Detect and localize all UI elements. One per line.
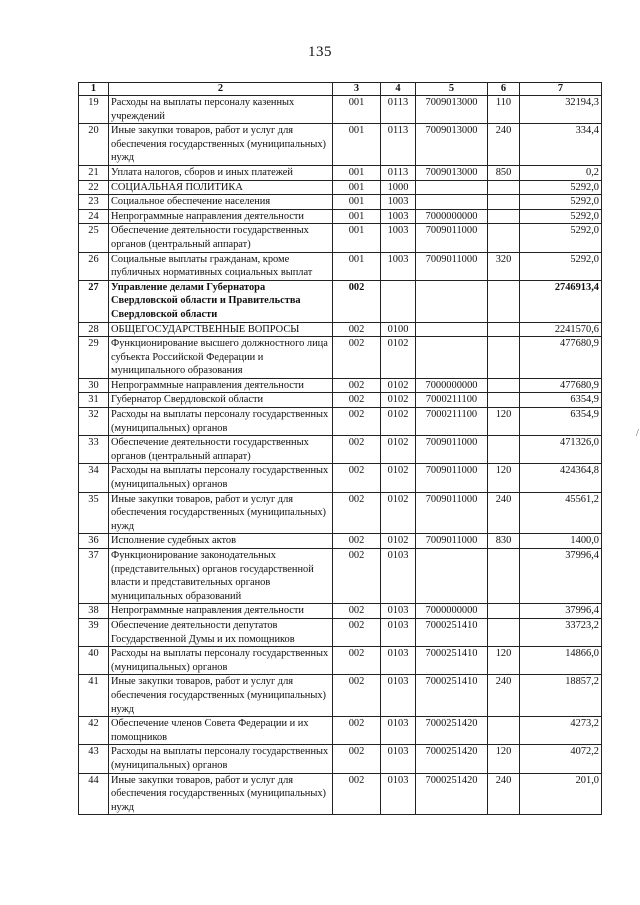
row-amount: 18857,2 bbox=[520, 675, 602, 717]
row-section-code: 0102 bbox=[381, 436, 416, 464]
row-section-code: 0103 bbox=[381, 675, 416, 717]
row-number: 27 bbox=[79, 280, 109, 322]
row-amount: 37996,4 bbox=[520, 604, 602, 619]
row-name: Обеспечение членов Совета Федерации и их помощников bbox=[109, 717, 333, 745]
row-admin-code: 001 bbox=[333, 96, 381, 124]
row-section-code: 0102 bbox=[381, 393, 416, 408]
row-section-code: 0102 bbox=[381, 408, 416, 436]
row-amount: 1400,0 bbox=[520, 534, 602, 549]
row-amount: 2241570,6 bbox=[520, 322, 602, 337]
header-col-7: 7 bbox=[520, 83, 602, 96]
row-name: Непрограммные направления деятельности bbox=[109, 378, 333, 393]
row-name: Губернатор Свердловской области bbox=[109, 393, 333, 408]
row-expense-type: 120 bbox=[488, 647, 520, 675]
row-admin-code: 001 bbox=[333, 165, 381, 180]
table-body bbox=[79, 96, 602, 815]
row-number: 37 bbox=[79, 549, 109, 604]
row-number: 31 bbox=[79, 393, 109, 408]
row-section-code: 0102 bbox=[381, 534, 416, 549]
row-target-code: 7009013000 bbox=[416, 96, 488, 124]
page-number: 135 bbox=[308, 44, 332, 60]
row-expense-type: 830 bbox=[488, 534, 520, 549]
row-number: 38 bbox=[79, 604, 109, 619]
row-section-code: 0103 bbox=[381, 717, 416, 745]
row-number: 35 bbox=[79, 492, 109, 534]
row-name: ОБЩЕГОСУДАРСТВЕННЫЕ ВОПРОСЫ bbox=[109, 322, 333, 337]
row-target-code: 7009013000 bbox=[416, 165, 488, 180]
row-name: Уплата налогов, сборов и иных платежей bbox=[109, 165, 333, 180]
header-col-5: 5 bbox=[416, 83, 488, 96]
table-row bbox=[79, 378, 602, 393]
row-target-code: 7000251420 bbox=[416, 717, 488, 745]
table-row bbox=[79, 464, 602, 492]
row-admin-code: 001 bbox=[333, 209, 381, 224]
header-col-4: 4 bbox=[381, 83, 416, 96]
row-number: 43 bbox=[79, 745, 109, 773]
row-name: Социальные выплаты гражданам, кроме публичных нормативных социальных выплат bbox=[109, 252, 333, 280]
row-expense-type: 120 bbox=[488, 408, 520, 436]
row-number: 44 bbox=[79, 773, 109, 815]
row-amount: 201,0 bbox=[520, 773, 602, 815]
row-amount: 0,2 bbox=[520, 165, 602, 180]
row-admin-code: 001 bbox=[333, 124, 381, 166]
row-admin-code: 002 bbox=[333, 773, 381, 815]
row-name: Иные закупки товаров, работ и услуг для обеспечения государственных (муниципальных) нужд bbox=[109, 124, 333, 166]
header-col-6: 6 bbox=[488, 83, 520, 96]
row-name: СОЦИАЛЬНАЯ ПОЛИТИКА bbox=[109, 180, 333, 195]
row-amount: 5292,0 bbox=[520, 180, 602, 195]
row-target-code: 7000000000 bbox=[416, 378, 488, 393]
row-name: Исполнение судебных актов bbox=[109, 534, 333, 549]
row-expense-type bbox=[488, 618, 520, 646]
row-expense-type bbox=[488, 378, 520, 393]
row-expense-type bbox=[488, 195, 520, 210]
row-target-code: 7009011000 bbox=[416, 534, 488, 549]
row-target-code: 7000251410 bbox=[416, 647, 488, 675]
row-name: Управление делами Губернатора Свердловской области и Правительства Свердловской области bbox=[109, 280, 333, 322]
table-row bbox=[79, 252, 602, 280]
row-target-code: 7000211100 bbox=[416, 393, 488, 408]
row-name: Функционирование законодательных (представительных) органов государственной власти и представительных органов муниципальных образований bbox=[109, 549, 333, 604]
row-name: Обеспечение деятельности депутатов Государственной Думы и их помощников bbox=[109, 618, 333, 646]
row-number: 34 bbox=[79, 464, 109, 492]
row-expense-type: 120 bbox=[488, 464, 520, 492]
row-number: 30 bbox=[79, 378, 109, 393]
row-number: 39 bbox=[79, 618, 109, 646]
header-col-2: 2 bbox=[109, 83, 333, 96]
row-section-code: 0102 bbox=[381, 464, 416, 492]
table-row bbox=[79, 393, 602, 408]
row-expense-type: 320 bbox=[488, 252, 520, 280]
row-target-code: 7000211100 bbox=[416, 408, 488, 436]
row-expense-type: 110 bbox=[488, 96, 520, 124]
row-admin-code: 002 bbox=[333, 393, 381, 408]
row-target-code: 7009011000 bbox=[416, 252, 488, 280]
row-expense-type bbox=[488, 604, 520, 619]
row-name: Расходы на выплаты персоналу государственных (муниципальных) органов bbox=[109, 745, 333, 773]
row-expense-type: 850 bbox=[488, 165, 520, 180]
header-col-1: 1 bbox=[79, 83, 109, 96]
row-number: 36 bbox=[79, 534, 109, 549]
table-row bbox=[79, 717, 602, 745]
row-expense-type: 120 bbox=[488, 745, 520, 773]
row-number: 23 bbox=[79, 195, 109, 210]
row-expense-type bbox=[488, 209, 520, 224]
row-section-code: 0102 bbox=[381, 378, 416, 393]
row-section-code: 0103 bbox=[381, 618, 416, 646]
row-section-code: 0103 bbox=[381, 647, 416, 675]
table-row bbox=[79, 549, 602, 604]
table-row bbox=[79, 492, 602, 534]
row-number: 40 bbox=[79, 647, 109, 675]
header-row bbox=[79, 83, 602, 96]
row-name: Социальное обеспечение населения bbox=[109, 195, 333, 210]
row-name: Расходы на выплаты персоналу государственных (муниципальных) органов bbox=[109, 464, 333, 492]
row-target-code bbox=[416, 322, 488, 337]
row-amount: 14866,0 bbox=[520, 647, 602, 675]
row-amount: 334,4 bbox=[520, 124, 602, 166]
row-admin-code: 002 bbox=[333, 337, 381, 379]
table-row bbox=[79, 195, 602, 210]
row-admin-code: 002 bbox=[333, 492, 381, 534]
row-admin-code: 002 bbox=[333, 408, 381, 436]
row-expense-type: 240 bbox=[488, 124, 520, 166]
row-admin-code: 001 bbox=[333, 224, 381, 252]
row-number: 20 bbox=[79, 124, 109, 166]
header-col-3: 3 bbox=[333, 83, 381, 96]
row-target-code bbox=[416, 195, 488, 210]
row-section-code: 0103 bbox=[381, 604, 416, 619]
row-name: Иные закупки товаров, работ и услуг для обеспечения государственных (муниципальных) нужд bbox=[109, 675, 333, 717]
table-row bbox=[79, 337, 602, 379]
row-admin-code: 002 bbox=[333, 322, 381, 337]
row-number: 25 bbox=[79, 224, 109, 252]
table-row bbox=[79, 322, 602, 337]
table-row bbox=[79, 436, 602, 464]
row-name: Иные закупки товаров, работ и услуг для обеспечения государственных (муниципальных) нужд bbox=[109, 492, 333, 534]
table-row bbox=[79, 675, 602, 717]
row-amount: 471326,0 bbox=[520, 436, 602, 464]
table-row bbox=[79, 124, 602, 166]
row-expense-type bbox=[488, 322, 520, 337]
row-admin-code: 002 bbox=[333, 675, 381, 717]
row-expense-type bbox=[488, 180, 520, 195]
table-row bbox=[79, 534, 602, 549]
row-admin-code: 002 bbox=[333, 534, 381, 549]
table-row bbox=[79, 647, 602, 675]
row-amount: 45561,2 bbox=[520, 492, 602, 534]
row-amount: 477680,9 bbox=[520, 378, 602, 393]
row-expense-type bbox=[488, 280, 520, 322]
table-row bbox=[79, 773, 602, 815]
row-target-code bbox=[416, 549, 488, 604]
row-number: 28 bbox=[79, 322, 109, 337]
row-target-code bbox=[416, 180, 488, 195]
row-expense-type bbox=[488, 549, 520, 604]
row-amount: 6354,9 bbox=[520, 393, 602, 408]
row-section-code: 1003 bbox=[381, 209, 416, 224]
row-expense-type: 240 bbox=[488, 773, 520, 815]
row-admin-code: 002 bbox=[333, 280, 381, 322]
row-section-code: 1003 bbox=[381, 224, 416, 252]
row-amount: 37996,4 bbox=[520, 549, 602, 604]
row-amount: 4273,2 bbox=[520, 717, 602, 745]
row-admin-code: 002 bbox=[333, 378, 381, 393]
row-amount: 477680,9 bbox=[520, 337, 602, 379]
row-admin-code: 002 bbox=[333, 436, 381, 464]
table-row bbox=[79, 745, 602, 773]
row-section-code: 1000 bbox=[381, 180, 416, 195]
row-section-code: 1003 bbox=[381, 252, 416, 280]
row-section-code: 0102 bbox=[381, 492, 416, 534]
row-target-code: 7009011000 bbox=[416, 224, 488, 252]
row-expense-type: 240 bbox=[488, 492, 520, 534]
row-target-code: 7000251420 bbox=[416, 745, 488, 773]
row-expense-type bbox=[488, 436, 520, 464]
row-name: Обеспечение деятельности государственных органов (центральный аппарат) bbox=[109, 436, 333, 464]
row-name: Непрограммные направления деятельности bbox=[109, 604, 333, 619]
row-section-code bbox=[381, 280, 416, 322]
row-target-code: 7009011000 bbox=[416, 464, 488, 492]
budget-table bbox=[78, 82, 602, 815]
row-section-code: 0103 bbox=[381, 773, 416, 815]
row-target-code: 7009011000 bbox=[416, 436, 488, 464]
row-number: 32 bbox=[79, 408, 109, 436]
margin-mark: / bbox=[636, 428, 639, 439]
row-admin-code: 001 bbox=[333, 180, 381, 195]
row-amount: 2746913,4 bbox=[520, 280, 602, 322]
row-admin-code: 002 bbox=[333, 604, 381, 619]
row-number: 26 bbox=[79, 252, 109, 280]
row-section-code: 0113 bbox=[381, 124, 416, 166]
row-amount: 33723,2 bbox=[520, 618, 602, 646]
row-expense-type: 240 bbox=[488, 675, 520, 717]
row-section-code: 0113 bbox=[381, 96, 416, 124]
row-name: Функционирование высшего должностного лица субъекта Российской Федерации и муниципального образования bbox=[109, 337, 333, 379]
row-name: Непрограммные направления деятельности bbox=[109, 209, 333, 224]
row-amount: 5292,0 bbox=[520, 195, 602, 210]
row-admin-code: 001 bbox=[333, 195, 381, 210]
row-number: 42 bbox=[79, 717, 109, 745]
row-admin-code: 002 bbox=[333, 717, 381, 745]
table-row bbox=[79, 408, 602, 436]
row-target-code bbox=[416, 337, 488, 379]
row-name: Расходы на выплаты персоналу государственных (муниципальных) органов bbox=[109, 647, 333, 675]
table-row bbox=[79, 604, 602, 619]
table-row bbox=[79, 280, 602, 322]
row-amount: 4072,2 bbox=[520, 745, 602, 773]
row-target-code: 7000251410 bbox=[416, 675, 488, 717]
row-section-code: 0103 bbox=[381, 745, 416, 773]
row-number: 21 bbox=[79, 165, 109, 180]
row-name: Расходы на выплаты персоналу государственных (муниципальных) органов bbox=[109, 408, 333, 436]
row-expense-type bbox=[488, 717, 520, 745]
table-row bbox=[79, 618, 602, 646]
row-section-code: 0103 bbox=[381, 549, 416, 604]
row-section-code: 0100 bbox=[381, 322, 416, 337]
row-admin-code: 002 bbox=[333, 647, 381, 675]
row-target-code: 7000251420 bbox=[416, 773, 488, 815]
row-number: 19 bbox=[79, 96, 109, 124]
row-admin-code: 001 bbox=[333, 252, 381, 280]
row-number: 22 bbox=[79, 180, 109, 195]
table-row bbox=[79, 209, 602, 224]
row-expense-type bbox=[488, 224, 520, 252]
row-admin-code: 002 bbox=[333, 745, 381, 773]
table-row bbox=[79, 224, 602, 252]
row-amount: 32194,3 bbox=[520, 96, 602, 124]
row-name: Обеспечение деятельности государственных органов (центральный аппарат) bbox=[109, 224, 333, 252]
row-expense-type bbox=[488, 337, 520, 379]
row-target-code bbox=[416, 280, 488, 322]
row-amount: 5292,0 bbox=[520, 252, 602, 280]
row-expense-type bbox=[488, 393, 520, 408]
row-target-code: 7000251410 bbox=[416, 618, 488, 646]
table-row bbox=[79, 96, 602, 124]
row-amount: 424364,8 bbox=[520, 464, 602, 492]
row-amount: 5292,0 bbox=[520, 224, 602, 252]
row-admin-code: 002 bbox=[333, 464, 381, 492]
row-section-code: 0102 bbox=[381, 337, 416, 379]
row-number: 24 bbox=[79, 209, 109, 224]
row-target-code: 7009011000 bbox=[416, 492, 488, 534]
row-target-code: 7000000000 bbox=[416, 604, 488, 619]
row-name: Расходы на выплаты персоналу казенных учреждений bbox=[109, 96, 333, 124]
row-section-code: 0113 bbox=[381, 165, 416, 180]
row-admin-code: 002 bbox=[333, 618, 381, 646]
row-target-code: 7000000000 bbox=[416, 209, 488, 224]
row-amount: 5292,0 bbox=[520, 209, 602, 224]
row-admin-code: 002 bbox=[333, 549, 381, 604]
row-number: 41 bbox=[79, 675, 109, 717]
row-name: Иные закупки товаров, работ и услуг для обеспечения государственных (муниципальных) нужд bbox=[109, 773, 333, 815]
row-target-code: 7009013000 bbox=[416, 124, 488, 166]
table-row bbox=[79, 165, 602, 180]
row-number: 33 bbox=[79, 436, 109, 464]
row-section-code: 1003 bbox=[381, 195, 416, 210]
table-row bbox=[79, 180, 602, 195]
row-amount: 6354,9 bbox=[520, 408, 602, 436]
row-number: 29 bbox=[79, 337, 109, 379]
